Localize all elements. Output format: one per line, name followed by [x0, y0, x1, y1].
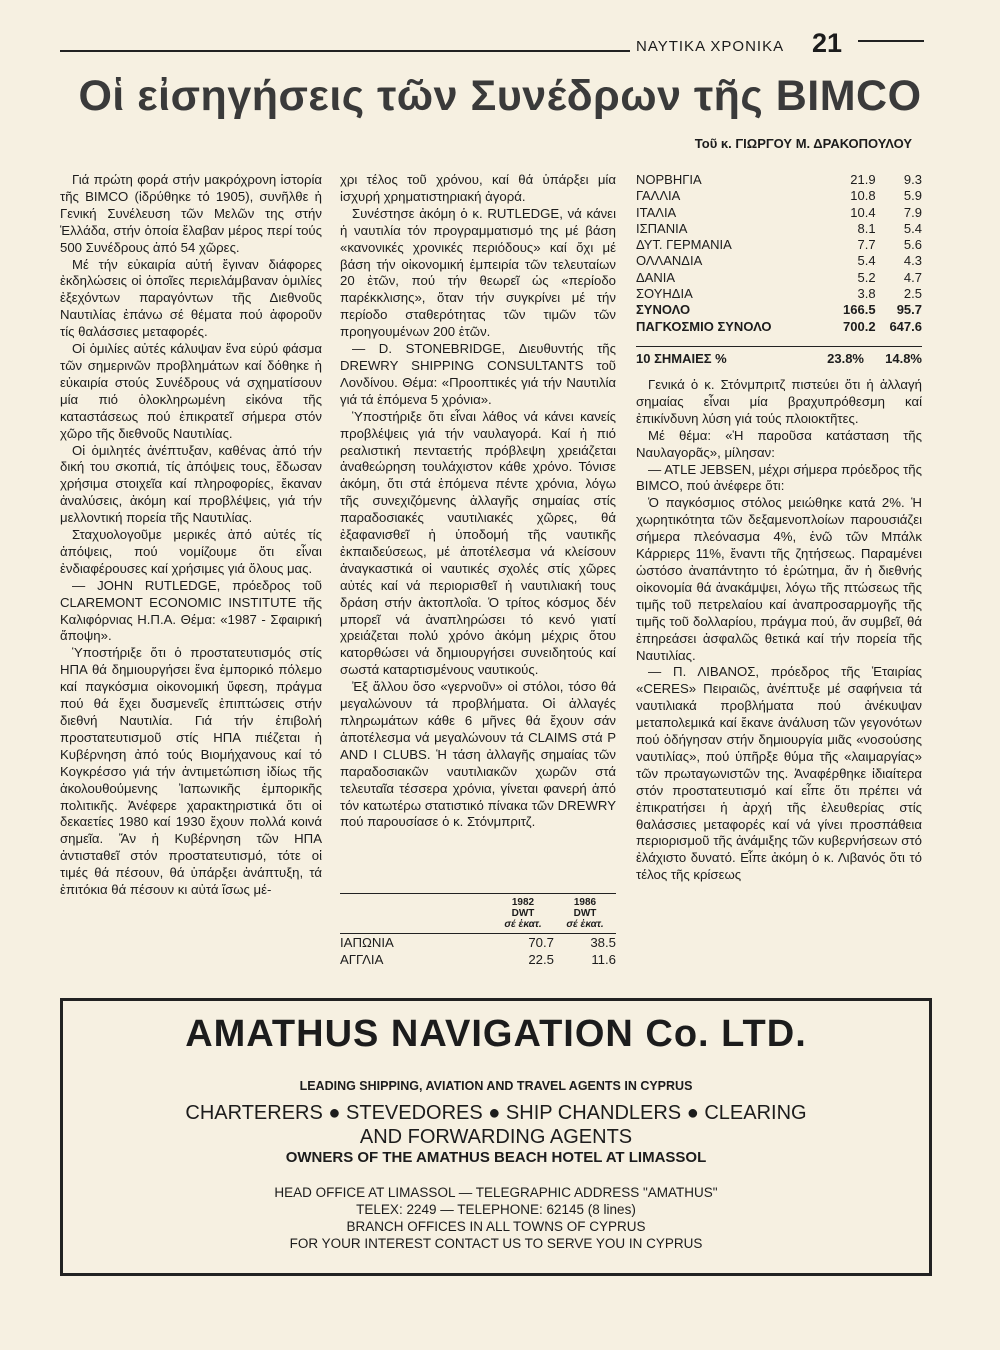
paragraph: — ATLE JEBSEN, μέχρι σήμερα πρόεδρος τῆς BIMCO, πού ἀνέφερε ὅτι: — [636, 461, 922, 494]
paragraph: Γενικά ὁ κ. Στόνμπριτζ πιστεύει ὅτι ἡ ἀλλαγή σημαίας εἶναι μία βραχυπρόθεσμη καί ἐπικίνδυνη λύση γιά τούς πλοιοκτῆτες. — [636, 377, 922, 426]
table-row: ΙΣΠΑΝΙΑ 8.1 5.4 — [636, 220, 922, 236]
ad-contact-block — [63, 1184, 929, 1252]
paragraph: Οἱ ὁμιλίες αὐτές κάλυψαν ἕνα εὐρύ φάσμα τῶν σημερινῶν προβλημάτων καί δόθηκε ἡ εὐκαιρία στούς Συνέδρους νά σχηματίσουν μία πιό ὁλοκληρωμένη εἰκόνα τῆς καταστάσεως πού ἐπικρατεῖ σήμερα στόν χῶρο τῆς διεθνοῦς Ναυτιλίας. — [60, 341, 322, 441]
ad-contact-line: FOR YOUR INTEREST CONTACT US TO SERVE YOU IN CYPRUS — [289, 1236, 703, 1251]
paragraph: Συνέστησε ἀκόμη ὁ κ. RUTLEDGE, νά κάνει ἡ ναυτιλία τόν προγραμματισμό της μέ βάση «κανονικές χρονικές περιόδους» καί ὄχι μέ βάση τήν οἰκονομική ἐμπειρία τῶν τελευταίων 20 ἐτῶν, πού τήν θεωρεῖ ὡς «περίοδο παρέκκλισης», ὅταν τήν συγκρίνει μέ τήν περίοδο σταθερότητας τῶν τιμῶν τῶν προηγουμένων 200 ἐτῶν. — [340, 205, 616, 340]
world-total-row: ΠΑΓΚΟΣΜΙΟ ΣΥΝΟΛΟ 700.2 647.6 — [636, 318, 922, 334]
ad-company-name: AMATHUS NAVIGATION Co. LTD. — [185, 1013, 807, 1055]
table-row: ΣΟΥΗΔΙΑ 3.8 2.5 — [636, 286, 922, 302]
dwt-unit: DWT — [511, 908, 535, 919]
ad-tagline: LEADING SHIPPING, AVIATION AND TRAVEL AGENTS IN CYPRUS — [299, 1079, 693, 1093]
paragraph: Ἐξ ἄλλου ὅσο «γερνοῦν» οἱ στόλοι, τόσο θά μεγαλώνουν τά προβλήματα. Οἱ ἀλλαγές πληρωμάτων κάθε 6 μῆνες θά ἔχουν σάν ἀποτέλεσμα νά μεγαλώνουν τά CLAIMS στά P AND I CLUBS. Ἡ τάση ἀλλαγῆς σημαίας τῶν παραδοσιακῶν ναυτιλιακῶν χωρῶν στά τελευταῖα τέσσερα χρόνια, γίνεται φανερή ἀπό τόν κατωτέρω στατιστικό πίνακα τῶν DREWRY πού παρουσίασε ὁ κ. Στόνμπριτζ. — [340, 679, 616, 830]
total-row: ΣΥΝΟΛΟ 166.5 95.7 — [636, 302, 922, 318]
header-rule-right — [858, 40, 924, 42]
dwt-year-1982: 1982 — [511, 897, 535, 908]
dwt-unit: DWT — [573, 908, 597, 919]
table-row: ΓΑΛΛΙΑ 10.8 5.9 — [636, 188, 922, 204]
table-row: ΑΓΓΛΙΑ 22.5 11.6 — [340, 952, 616, 967]
ad-telex: TELEX: 2249 — TELEPHONE: 62145 (8 lines) — [356, 1202, 636, 1217]
header-rule-left — [60, 50, 630, 52]
page-number: 21 — [812, 28, 843, 58]
article-byline: Τοῦ κ. ΓΙΩΡΓΟΥ Μ. ΔΡΑΚΟΠΟΥΛΟΥ — [694, 136, 912, 151]
table-row: ΟΛΛΑΝΔΙΑ 5.4 4.3 — [636, 253, 922, 269]
paragraph: Ὑποστήριξε ὅτι εἶναι λάθος νά κάνει κανείς προβλέψεις γιά τήν ναυλαγορά. Καί ἡ πιό ρεαλιστική πενταετής πρόβλεψη χρειάζεται ἀναθεώρηση τουλάχιστον κάθε χρόνο. Τόνισε ἀκόμη, ὅτι στά ἑπόμενα πέντε χρόνια, λόγω τῆς συνεχιζόμενης ἀλλαγῆς σημαίας στίς παραδοσιακές ναυτιλιακές χῶρες, θά ἐξαφανισθεῖ ἡ ὑποδομή τῆς ναυτικῆς ἐκπαιδεύσεως, μέ ἀποτέλεσμα νά κλείσουν ἀναγκαστικά οἱ ναυτικές σχολές στίς χῶρες αὐτές καί νά περιορισθεῖ ἡ ναυτιλιακή τους δράση στήν ἀκτοπλοΐα. Ὁ τρίτος κόσμος δέν μπορεῖ νά ἀναπληρώσει τό κενό γιατί χρειάζεται πολύ χρόνο ἀκόμη μέχρις ὅτου κατορθώσει νά δημιουργήσει συνειδητούς καί σωστά καταρτισμένους ναυτικούς. — [340, 408, 616, 678]
paragraph: Οἱ ὁμιλητές ἀνέπτυξαν, καθένας ἀπό τήν δική του σκοπιά, τίς ἀπόψεις τους, ἔδωσαν χρήσιμα στοιχεῖα καί πληροφορίες, ἔκαναν ἀναλύσεις, ἀκόμη καί προβλέψεις, γιά τήν μελλοντική πορεία τῆς Ναυτιλίας. — [60, 442, 322, 526]
advertisement — [60, 998, 932, 1276]
dwt-sub: σέ ἑκατ. — [566, 919, 604, 930]
ad-branch: BRANCH OFFICES IN ALL TOWNS OF CYPRUS — [346, 1219, 646, 1234]
dwt-year-1986: 1986 — [573, 897, 597, 908]
ad-services: CHARTERERS ● STEVEDORES ● SHIP CHANDLERS ● CLEARING AND FORWARDING AGENTS — [185, 1102, 807, 1148]
table-row: ΙΑΠΩΝΙΑ 70.7 38.5 — [340, 935, 616, 950]
paragraph: χρι τέλος τοῦ χρόνου, καί θά ὑπάρξει μία ἰσχυρή χρηματιστηριακή ἀγορά. — [340, 172, 616, 204]
journal-name: ΝΑΥΤΙΚΑ ΧΡΟΝΙΚΑ — [636, 38, 785, 55]
paragraph: Ὁ παγκόσμιος στόλος μειώθηκε κατά 2%. Ἡ χωρητικότητα τῶν δεξαμενοπλοίων παρουσιάζει σήμερα πλεόνασμα 4%, ἐνῶ τῶν Μπάλκ Κάρριερς 11%, ἔναντι τῆς ζητήσεως. Παραμένει ὡστόσο ἀναπάντητο τό ἐρώτημα, ἄν ἡ διεθνής οἰκονομία θά ἀνακάμψει, λόγω τῆς πτώσεως τῆς τιμῆς τοῦ πετρελαίου καί ἀναπροσαρμογῆς τῆς τιμῆς τοῦ δολλαρίου, πράγμα πού, ἄν συμβεῖ, θά ἐπηρεάσει ἀσφαλῶς θετικά καί τήν πορεία τῆς Ναυτιλίας. — [636, 495, 922, 663]
dwt-table-header — [340, 893, 616, 934]
paragraph: — Π. ΛΙΒΑΝΟΣ, πρόεδρος τῆς Ἑταιρίας «CERES» Πειραιῶς, ἀνέπτυξε μέ σαφήνεια τά ναυτιλιακά προβλήματα πού ἀνέκυψαν μεταπολεμικά καί ἔκανε ἀνάλυση τῶν γεγονότων πού ὁδήγησαν στήν δημιουργία μιᾶς «νοσούσης ναυτιλίας», πού ὑπῆρξε θύμα τῆς «λαιμαργίας» τῶν πρωταγωνιστῶν της. Ἀναφέρθηκε ἰδιαίτερα στόν προστατευτισμό καί εἶπε ὅτι πρέπει νά ἐπικρατήσει ἡ ἀρχή τῆς ἐλευθερίας στίς θαλάσσιες μεταφορές καί νά γίνει προσπάθεια περιορισμοῦ τῆς ἀνάμιξης τῶν κυβερνήσεων στό ἐλάχιστο δυνατό. Εἶπε ἀκόμη ὁ κ. Λιβανός ὅτι τό τέλος τῆς κρίσεως — [636, 664, 922, 883]
paragraph: — D. STONEBRIDGE, Διευθυντής τῆς DREWRY SHIPPING CONSULTANTS τοῦ Λονδίνου. Θέμα: «Προοπτικές γιά τήν Ναυτιλία γιά τά ἑπόμενα 5 χρόνια». — [340, 341, 616, 407]
article-column-2 — [340, 172, 616, 831]
paragraph: Γιά πρώτη φορά στήν μακρόχρονη ἱστορία τῆς BIMCO (ἱδρύθηκε τό 1905), συνῆλθε ἡ Γενική Συνέλευση τῶν Μελῶν της στήν Ἑλλάδα, στήν ὁποία ἔλαβαν μέρος περί τούς 500 Συνέδρους ἀπό 54 χῶρες. — [60, 172, 322, 255]
article-column-1 — [60, 172, 322, 899]
paragraph: Μέ τήν εὐκαιρία αὐτή ἔγιναν διάφορες ἐκδηλώσεις οἱ ὁποῖες περιελάμβαναν ὁμιλίες ἐξεχόντων παραγόντων τῆς Διεθνοῦς Ναυτιλίας ἐπάνω σέ θέματα πού ἀφοροῦν τίς θαλάσσιες μεταφορές. — [60, 256, 322, 340]
paragraph: Μέ θέμα: «Ἡ παροῦσα κατάσταση τῆς Ναυλαγορᾶς», μίλησαν: — [636, 427, 922, 460]
paragraph: Σταχυολογοῦμε μερικές ἀπό αὐτές τίς ἀπόψεις, πού νομίζουμε ὅτι εἶναι ἐνδιαφέρουσες καί χρήσιμες γιά ὅλους μας. — [60, 527, 322, 576]
article-title: Οἱ εἰσηγήσεις τῶν Συνέδρων τῆς BIMCO — [78, 72, 922, 120]
flag-percentage-row: 10 ΣΗΜΑΙΕΣ % 23.8% 14.8% — [636, 346, 922, 366]
ad-owners: OWNERS OF THE AMATHUS BEACH HOTEL AT LIMASSOL — [285, 1149, 707, 1166]
paragraph: Ὑποστήριξε ὅτι ὁ προστατευτισμός στίς ΗΠΑ θά δημιουργήσει ἕνα ἐμπορικό πόλεμο καί παγκόσμια οἰκονομική ὕφεση, πράγμα πού θά ἔχει δυσμενεῖς ἐπιπτώσεις στήν διεθνή Ναυτιλία. Γιά τήν ἐπιβολή προστατευτισμοῦ στίς ΗΠΑ πιέζεται ἡ Κυβέρνηση ἀπό τούς Βιομήχανους καί τό Κογκρέσσο γιά τήν ἀντιμετώπιση ἰδίως τῆς ἀκολουθούμενης Ἰαπωνικῆς ἐμπορικῆς πολιτικῆς. Ἀνέφερε χαρακτηριστικά ὅτι οἱ δεκαετίες 1980 καί 1930 ἔχουν πολλά κοινά σημεῖα. Ἄν ἡ Κυβέρνηση τῶν ΗΠΑ ἀντισταθεῖ στόν προστατευτισμό, τότε οἱ τιμές θά πέσουν, θά ὑπάρξει ἀνάπτυξη, τά ἐπιτόκια θά πέσουν κι αὐτά ἴσως μέ- — [60, 645, 322, 898]
flag-statistics-table — [636, 172, 922, 335]
paragraph: — JOHN RUTLEDGE, πρόεδρος τοῦ CLAREMONT ECONOMIC INSTITUTE τῆς Καλιφόρνιας Η.Π.Α. Θέμα: «1987 - Σφαιρική ἄποψη». — [60, 577, 322, 644]
ad-head-office: HEAD OFFICE AT LIMASSOL — TELEGRAPHIC ADDRESS "AMATHUS" — [274, 1185, 718, 1200]
dwt-table — [340, 893, 616, 968]
article-column-3 — [636, 377, 922, 884]
table-row: ΙΤΑΛΙΑ 10.4 7.9 — [636, 204, 922, 220]
table-row: ΝΟΡΒΗΓΙΑ 21.9 9.3 — [636, 172, 922, 187]
table-row: ΔΥΤ. ΓΕΡΜΑΝΙΑ 7.7 5.6 — [636, 237, 922, 253]
table-row: ΔΑΝΙΑ 5.2 4.7 — [636, 269, 922, 285]
dwt-sub: σέ ἑκατ. — [504, 919, 542, 930]
